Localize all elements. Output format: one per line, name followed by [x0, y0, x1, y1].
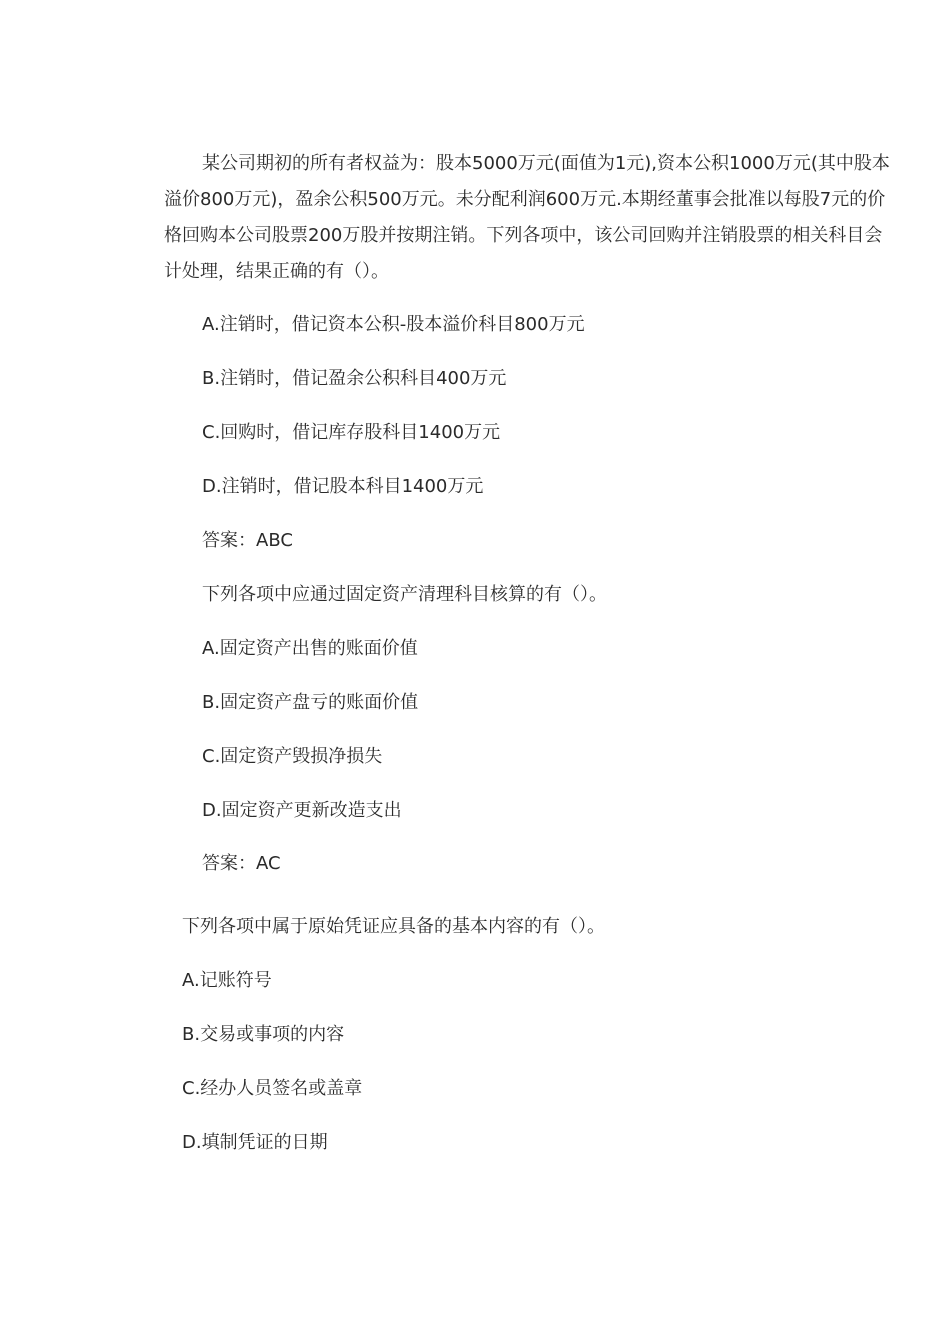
question-3-option-b: B.交易或事项的内容: [182, 1024, 345, 1045]
question-2-option-c: C.固定资产毁损净损失: [202, 746, 383, 767]
question-1-option-d: D.注销时，借记股本科目1400万元: [202, 476, 484, 497]
question-2-option-a: A.固定资产出售的账面价值: [202, 638, 418, 659]
question-1-stem: [164, 146, 894, 290]
question-1-option-a: A.注销时，借记资本公积-股本溢价科目800万元: [202, 314, 585, 335]
question-2-option-d: D.固定资产更新改造支出: [202, 800, 402, 821]
question-3-option-a: A.记账符号: [182, 970, 272, 991]
question-1-stem-line: 格回购本公司股票200万股并按期注销。下列各项中，该公司回购并注销股票的相关科目会: [164, 225, 883, 246]
question-1-option-c: C.回购时，借记库存股科目1400万元: [202, 422, 501, 443]
question-3-option-c: C.经办人员签名或盖章: [182, 1078, 363, 1099]
question-2-answer: 答案：AC: [202, 853, 281, 874]
question-1-stem-line: 溢价800万元)，盈余公积500万元。未分配利润600万元.本期经董事会批准以每股7元的价: [164, 189, 886, 210]
question-3-option-d: D.填制凭证的日期: [182, 1132, 328, 1153]
question-2-stem: 下列各项中应通过固定资产清理科目核算的有（）。: [202, 584, 607, 605]
question-3-stem: 下列各项中属于原始凭证应具备的基本内容的有（）。: [182, 916, 605, 937]
question-1-option-b: B.注销时，借记盈余公积科目400万元: [202, 368, 507, 389]
question-1-answer: 答案：ABC: [202, 530, 293, 551]
question-1-stem-line: 某公司期初的所有者权益为：股本5000万元(面值为1元),资本公积1000万元(其中股本: [202, 153, 890, 174]
question-2-option-b: B.固定资产盘亏的账面价值: [202, 692, 419, 713]
question-1-stem-line: 计处理，结果正确的有（）。: [164, 261, 389, 282]
